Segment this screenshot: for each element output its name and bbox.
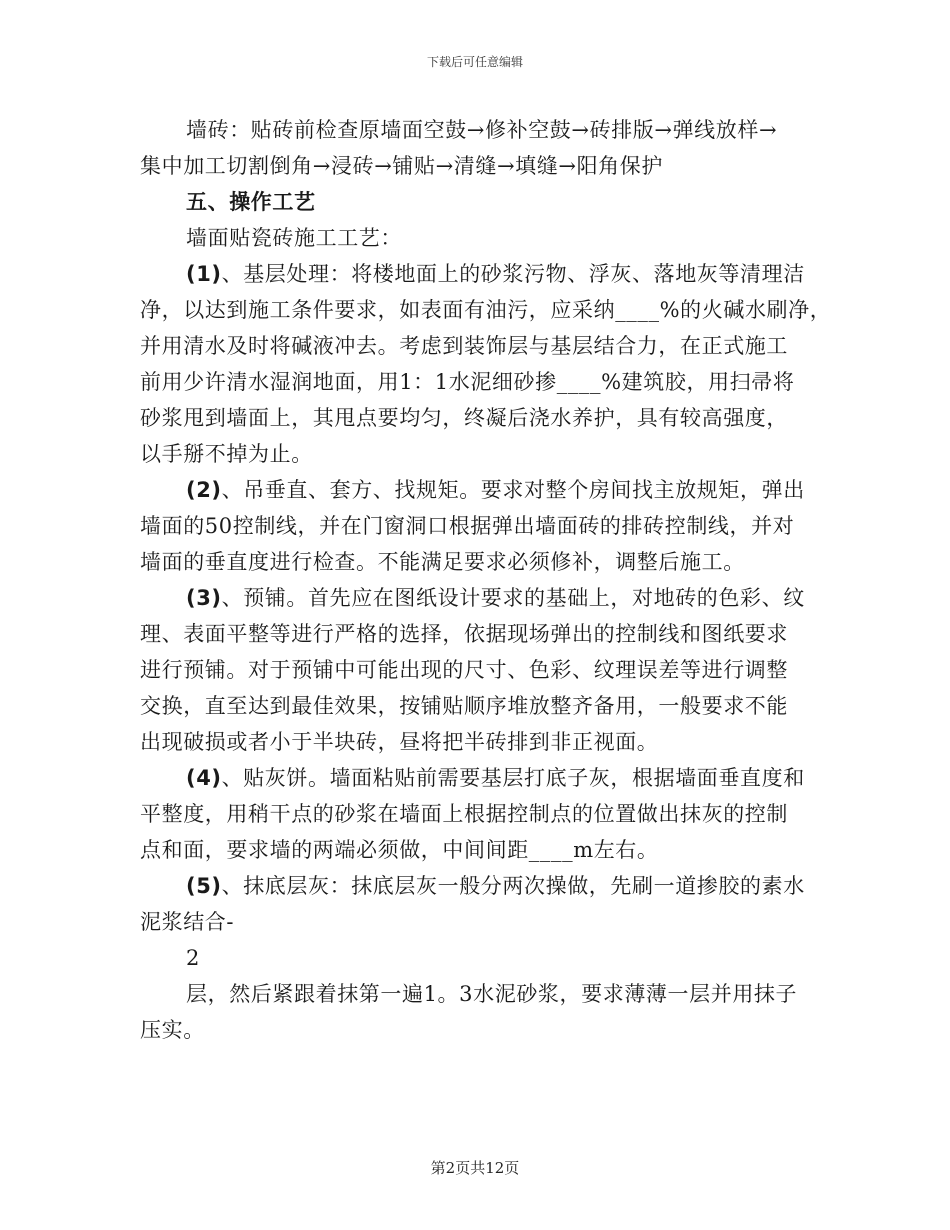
step-1-line-6: 以手掰不掉为止。 — [140, 442, 313, 466]
step-5-line-1 — [140, 868, 820, 904]
step-1-line-5: 砂浆甩到墙面上，其甩点要均匀，终凝后浇水养护，具有较高强度， — [140, 406, 788, 430]
step-2-line-1 — [140, 472, 820, 508]
page-header: 下载后可任意编辑 — [426, 55, 523, 69]
inline-page-number: 2 — [186, 946, 200, 970]
section-subtitle: 墙面贴瓷砖施工工艺： — [186, 226, 402, 250]
step-1-line-1 — [140, 256, 820, 292]
step-1-line-2: 净，以达到施工条件要求，如表面有油污，应采纳____%的火碱水刷净， — [140, 298, 832, 322]
step-1-line-4: 前用少许清水湿润地面，用1：1水泥细砂掺____%建筑胶，用扫帚将 — [140, 370, 795, 394]
step-1-text: 、基层处理：将楼地面上的砂浆污物、浮灰、落地灰等清理洁 — [221, 262, 805, 286]
step-5-text: 、抹底层灰：抹底层灰一般分两次操做，先刷一道掺胶的素水 — [221, 874, 805, 898]
wall-brick-line-1: 墙砖：贴砖前检查原墙面空鼓→修补空鼓→砖排版→弹线放样→ — [186, 118, 778, 142]
continuation-line-1: 层，然后紧跟着抹第一遍1。3水泥砂浆，要求薄薄一层并用抹子 — [186, 982, 798, 1006]
page-footer: 第2页共12页 — [430, 1159, 520, 1177]
step-4-line-3: 点和面，要求墙的两端必须做，中间间距____m左右。 — [140, 838, 659, 862]
step-4-line-1 — [140, 760, 820, 796]
step-2-text: 、吊垂直、套方、找规矩。要求对整个房间找主放规矩，弹出 — [221, 478, 805, 502]
step-4-line-2: 平整度，用稍干点的砂浆在墙面上根据控制点的位置做出抹灰的控制 — [140, 802, 788, 826]
continuation-line-2: 压实。 — [140, 1018, 205, 1042]
step-3-line-4: 交换，直至达到最佳效果，按铺贴顺序堆放整齐备用，一般要求不能 — [140, 694, 788, 718]
section-5-title: 五、操作工艺 — [186, 190, 316, 214]
step-1-line-3: 并用清水及时将碱液冲去。考虑到装饰层与基层结合力，在正式施工 — [140, 334, 788, 358]
step-3-line-2: 理、表面平整等进行严格的选择，依据现场弹出的控制线和图纸要求 — [140, 622, 788, 646]
step-1-number: (1) — [186, 262, 222, 286]
step-3-number: (3) — [186, 586, 222, 610]
step-2-number: (2) — [186, 478, 222, 502]
step-4-text: 、贴灰饼。墙面粘贴前需要基层打底子灰，根据墙面垂直度和 — [221, 766, 805, 790]
document-body — [140, 112, 832, 1048]
step-4-number: (4) — [186, 766, 222, 790]
step-5-line-2: 泥浆结合- — [140, 910, 235, 934]
step-5-number: (5) — [186, 874, 222, 898]
step-3-line-5: 出现破损或者小于半块砖，昼将把半砖排到非正视面。 — [140, 730, 659, 754]
step-3-line-3: 进行预铺。对于预铺中可能出现的尺寸、色彩、纹理误差等进行调整 — [140, 658, 788, 682]
step-2-line-2: 墙面的50控制线，并在门窗洞口根据弹出墙面砖的排砖控制线，并对 — [140, 514, 795, 538]
step-2-line-3: 墙面的垂直度进行检查。不能满足要求必须修补，调整后施工。 — [140, 550, 745, 574]
wall-brick-line-2: 集中加工切割倒角→浸砖→铺贴→清缝→填缝→阳角保护 — [140, 154, 663, 178]
step-3-line-1 — [140, 580, 820, 616]
step-3-text: 、预铺。首先应在图纸设计要求的基础上，对地砖的色彩、纹 — [221, 586, 805, 610]
